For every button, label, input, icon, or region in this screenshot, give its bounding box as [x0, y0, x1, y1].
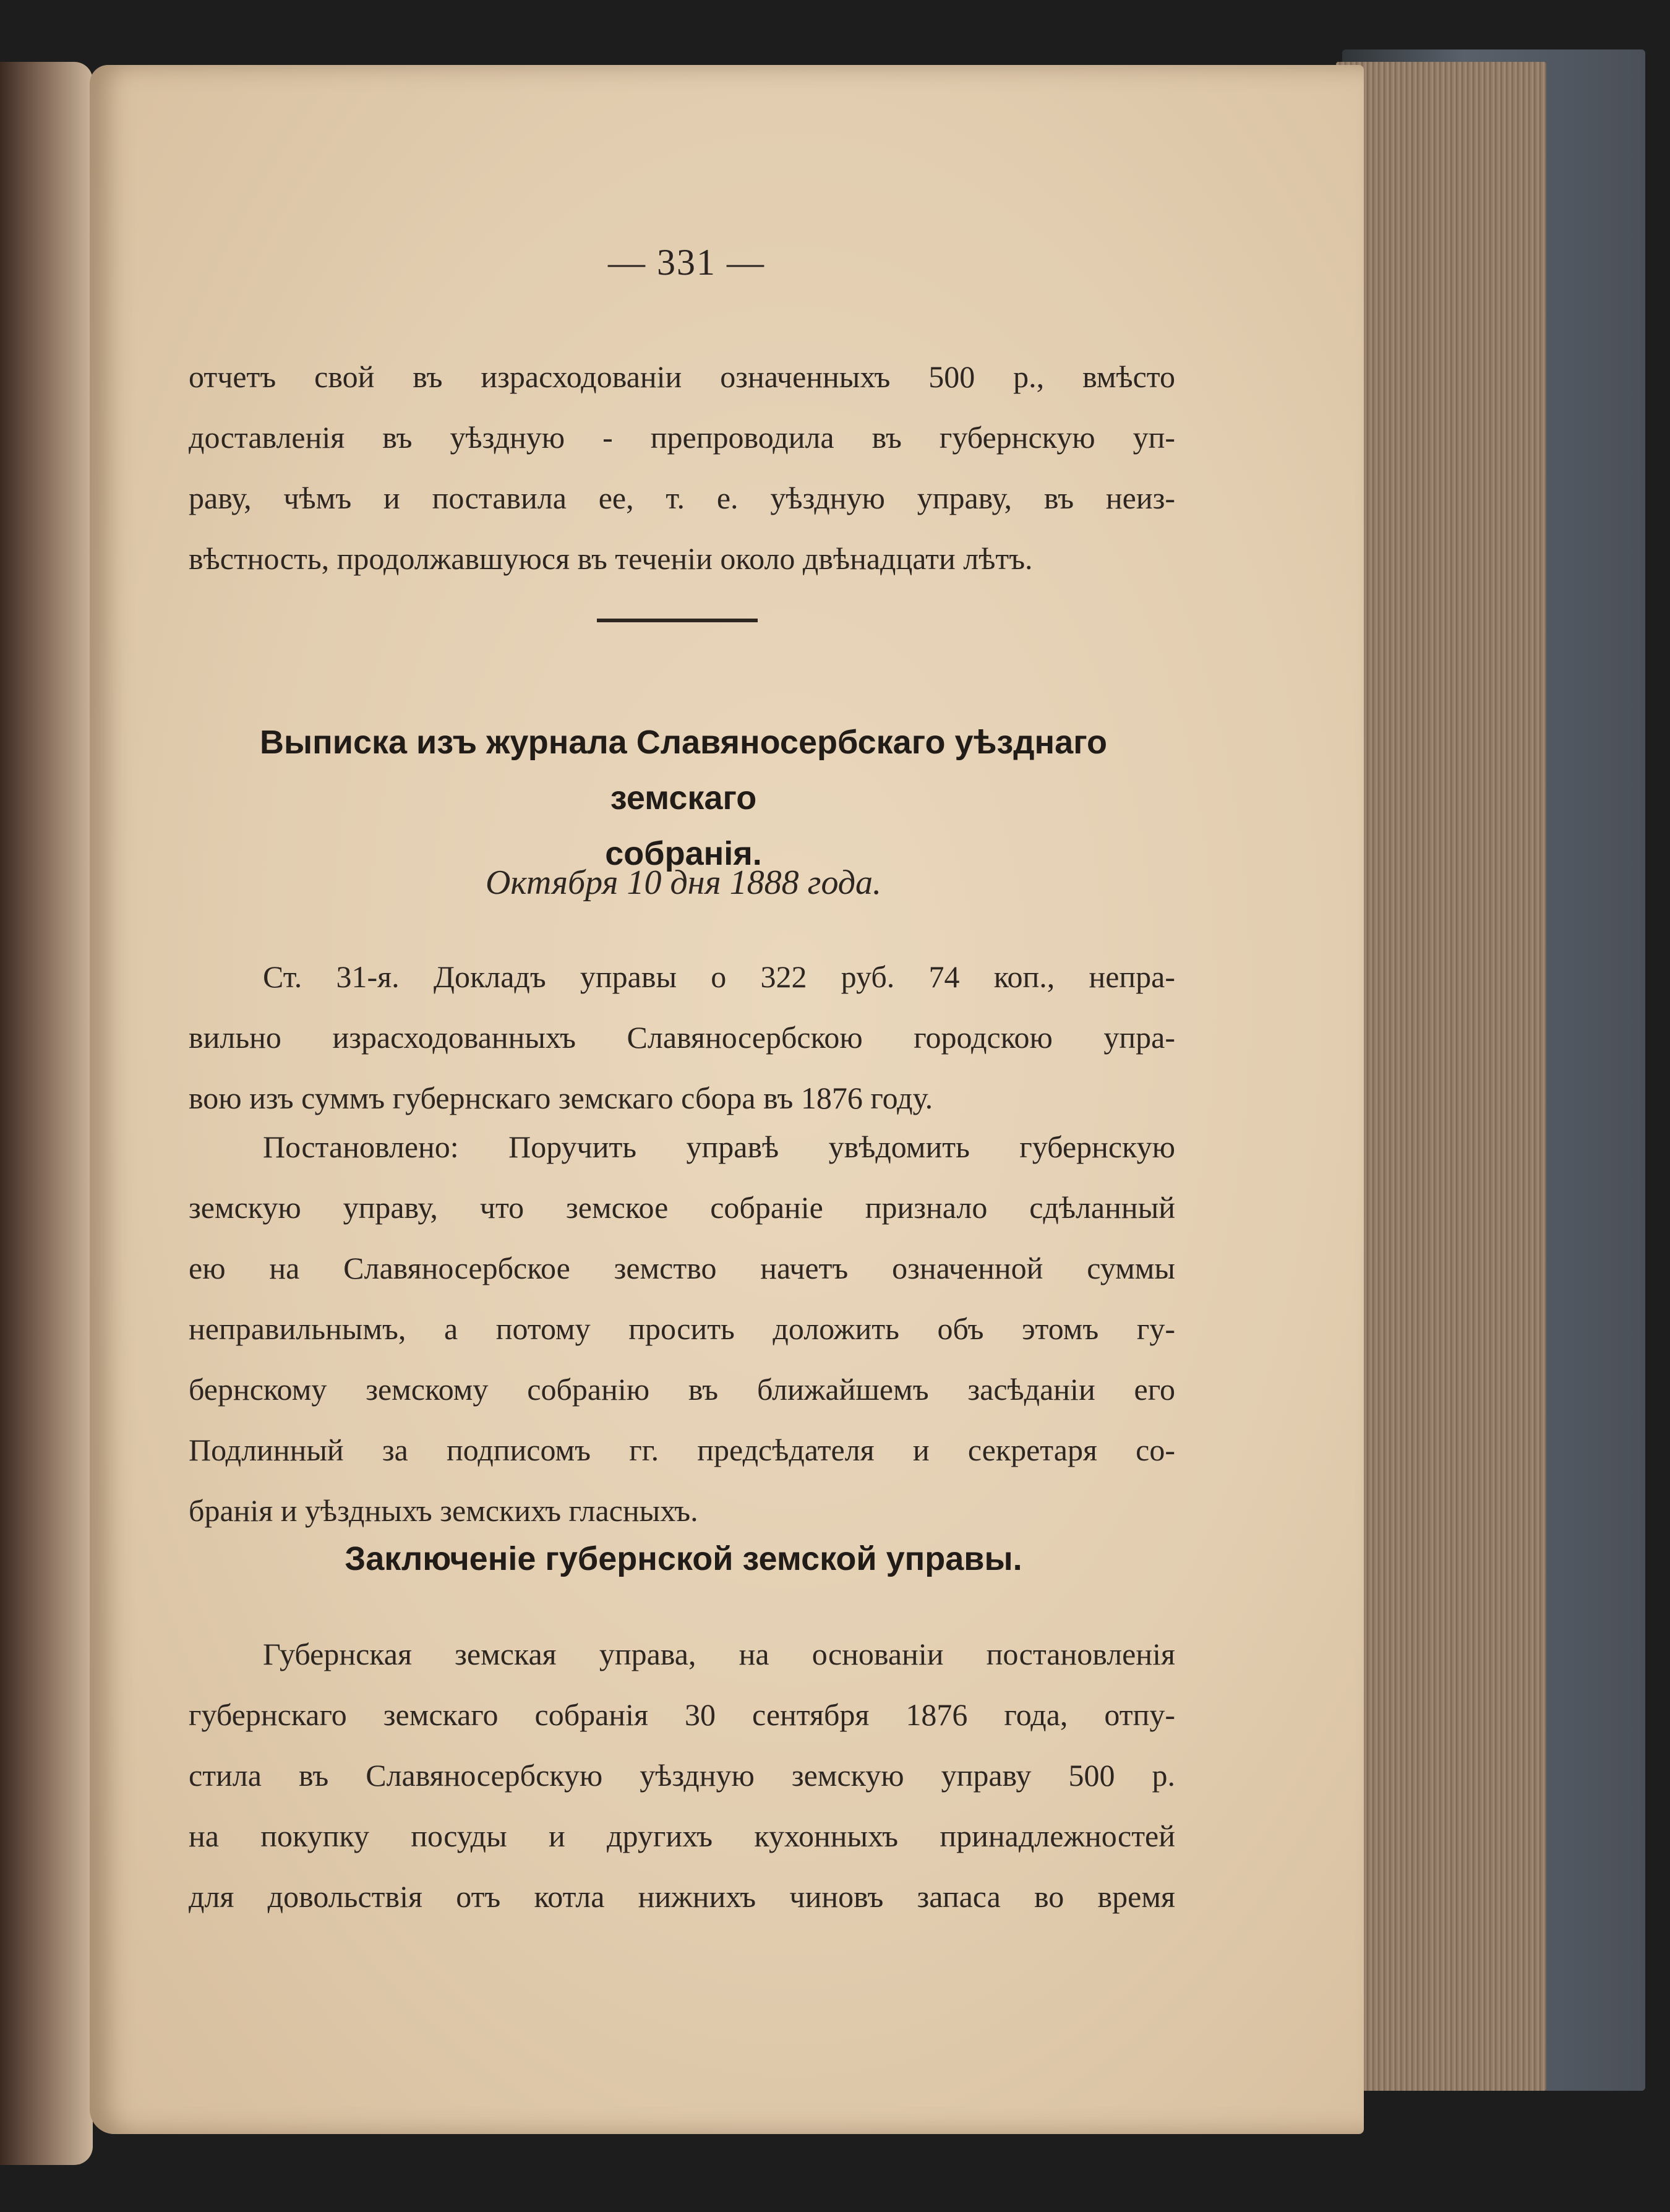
text-line: вою изъ суммъ губернскаго земскаго сбора въ 1876 году.: [189, 1081, 933, 1115]
text-line: земскую управу, что земское собраніе признало сдѣланный: [189, 1190, 1175, 1225]
text-line: доставленія въ уѣздную - препроводила въ губернскую уп-: [189, 420, 1175, 455]
page-block-edges: [1336, 62, 1546, 2091]
text-line: бернскому земскому собранію въ ближайшемъ засѣданіи его: [189, 1372, 1175, 1407]
facing-page-edge: [0, 62, 93, 2165]
section-divider: [597, 619, 758, 622]
resolution-paragraph: [189, 1117, 1175, 1541]
heading-line: Выписка изъ журнала Славяносербскаго уѣзднаго земскаго: [260, 724, 1107, 817]
conclusion-heading: Заключеніе губернской земской управы.: [345, 1540, 1022, 1577]
text-line: вѣстность, продолжавшуюся въ теченіи около двѣнадцати лѣтъ.: [189, 541, 1033, 576]
text-line: ею на Славяносербское земство начетъ означенной суммы: [189, 1251, 1175, 1285]
text-line: Подлинный за подписомъ гг. предсѣдателя и секретаря со-: [189, 1433, 1175, 1467]
text-line: раву, чѣмъ и поставила ее, т. е. уѣздную управу, въ неиз-: [189, 481, 1175, 515]
intro-paragraph: [189, 346, 1175, 589]
meeting-date: Октября 10 дня 1888 года.: [485, 864, 882, 902]
text-line: стила въ Славяносербскую уѣздную земскую управу 500 р.: [189, 1758, 1175, 1793]
text-line: Ст. 31-я. Докладъ управы о 322 руб. 74 коп., непра-: [263, 959, 1175, 994]
article-paragraph: [189, 946, 1175, 1128]
page-number: — 331 —: [608, 242, 765, 283]
text-line: неправильнымъ, а потому просить доложить объ этомъ гу-: [189, 1311, 1175, 1346]
text-line: Постановлено: Поручить управѣ увѣдомить губернскую: [263, 1130, 1175, 1164]
text-line: для довольствія отъ котла нижнихъ чиновъ запаса во время: [189, 1879, 1175, 1914]
text-line: губернскаго земскаго собранія 30 сентября 1876 года, отпу-: [189, 1697, 1175, 1732]
text-line: Губернская земская управа, на основаніи постановленія: [263, 1637, 1175, 1671]
extract-heading: [186, 714, 1181, 881]
text-line: отчетъ свой въ израсходованіи означенныхъ 500 р., вмѣсто: [189, 359, 1175, 394]
text-line: вильно израсходованныхъ Славяносербскою городскою упра-: [189, 1020, 1175, 1055]
conclusion-paragraph: [189, 1624, 1175, 1927]
text-line: бранія и уѣздныхъ земскихъ гласныхъ.: [189, 1493, 698, 1528]
heading-line: собранія.: [605, 835, 762, 872]
text-line: на покупку посуды и другихъ кухонныхъ принадлежностей: [189, 1819, 1175, 1853]
